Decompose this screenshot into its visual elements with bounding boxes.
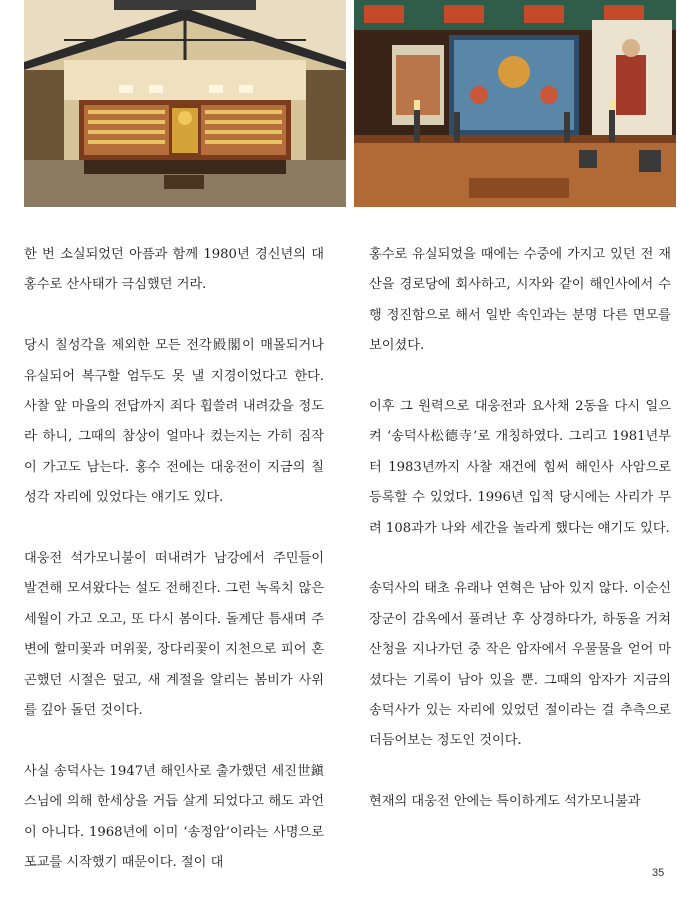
left-text-column (24, 240, 324, 909)
paragraph: 이후 그 원력으로 대웅전과 요사채 2동을 다시 일으켜 ‘송덕사松德寺’로 개칭하였다. 그리고 1981년부터 1983년까지 사찰 재건에 힘써 해인사 사암으로 등록할 수 있었다. 1996년 입적 당시에는 사리가 무려 108과가 나와 세간을 놀라게 했다는 얘기도 있다. (369, 399, 671, 536)
paragraph: 사실 송덕사는 1947년 해인사로 출가했던 세진世鎭 스님에 의해 한세상을 거듭 살게 되었다고 해도 과언이 아니다. 1968년에 이미 ‘송정암’이라는 사명으로 포교를 시작했기 때문이다. 절이 대 (24, 763, 324, 871)
paragraph: 현재의 대웅전 안에는 특이하게도 석가모니불과 (369, 794, 641, 810)
paragraph: 홍수로 유실되었을 때에는 수중에 가지고 있던 전 재산을 경로당에 회사하고, 시자와 같이 해인사에서 수행 정진함으로 해서 일반 속인과는 분명 다른 면모를 보이셨다. (369, 247, 671, 354)
page-number: 35 (652, 867, 665, 879)
paragraph: 한 번 소실되었던 아픔과 함께 1980년 경신년의 대홍수로 산사태가 극심했던 거라. (24, 247, 324, 293)
temple-hall-interior-photo (24, 0, 346, 207)
right-text-column (369, 240, 671, 848)
paragraph: 당시 칠성각을 제외한 모든 전각殿閣이 매몰되거나 유실되어 복구할 엄두도 못 낼 지경이었다고 한다. 사찰 앞 마을의 전답까지 죄다 휩쓸려 내려갔을 정도라 하니, 그때의 참상이 얼마나 컸는지는 가히 짐작이 가고도 남는다. 홍수 전에는 대웅전이 지금의 칠성각 자리에 있었다는 얘기도 있다. (24, 338, 324, 506)
altar-paintings-photo (354, 0, 676, 207)
paragraph: 대웅전 석가모니불이 떠내려가 남강에서 주민들이 발견해 모셔왔다는 설도 전해진다. 그런 녹록치 않은 세월이 가고 오고, 또 다시 봄이다. 돌계단 틈새며 주변에 할미꽃과 머위꽃, 장다리꽃이 지천으로 피어 혼곤했던 시절은 덮고, 새 계절을 알리는 봄비가 사위를 깊아 돌던 것이다. (24, 551, 324, 719)
paragraph: 송덕사의 태초 유래나 연혁은 남아 있지 않다. 이순신 장군이 감옥에서 풀려난 후 상경하다가, 하동을 거쳐 산청을 지나가던 중 작은 암자에서 우물물을 얻어 마셨다는 기록이 남아 있을 뿐. 그때의 암자가 지금의 송덕사가 있는 자리에 있었던 절이라는 걸 추측으로 더듬어보는 정도인 것이다. (369, 581, 671, 749)
